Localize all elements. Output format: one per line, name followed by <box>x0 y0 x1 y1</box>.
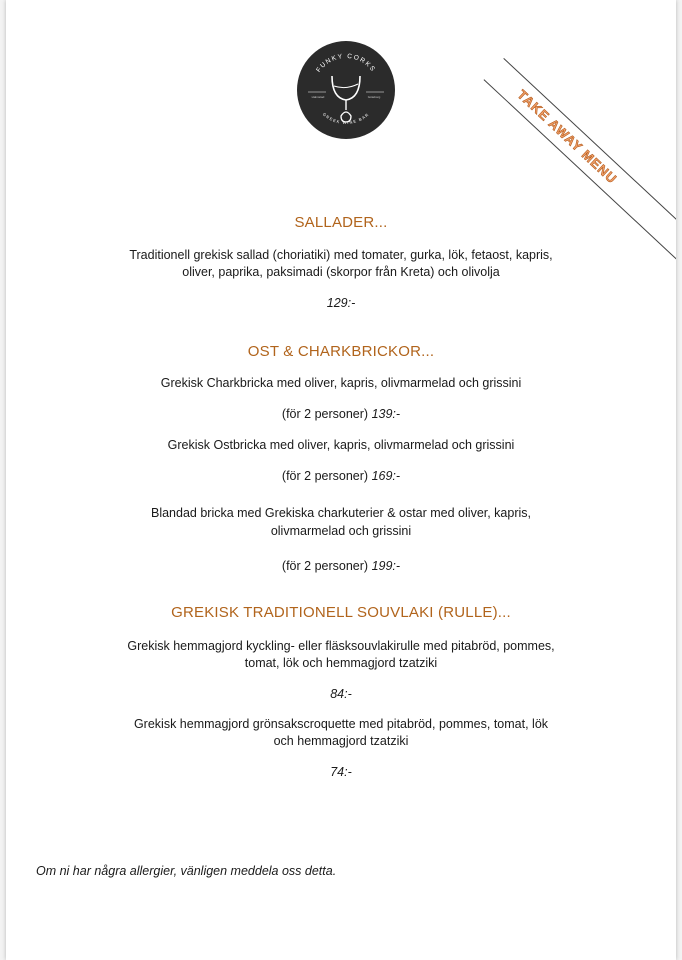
blandad-bricka-description-line-1: Blandad bricka med Grekiska charkuterier & ostar med oliver, kapris, <box>150 506 532 520</box>
svg-text:GREEK WINE BAR: GREEK WINE BAR <box>321 111 371 126</box>
ostbricka-persons: (för 2 personer) <box>281 469 369 483</box>
blandad-bricka-persons: (för 2 personer) <box>281 559 369 573</box>
charkbricka-price-line <box>6 405 676 423</box>
sallad-description-line-1: Traditionell grekisk sallad (choriatiki) med tomater, gurka, lök, fetaost, kapris, <box>129 248 553 262</box>
charkbricka-description: Grekisk Charkbricka med oliver, kapris, olivmarmelad och grissini <box>160 376 522 390</box>
souvlakirulle-description-line-1: Grekisk hemmagjord kyckling- eller fläsksouvlakirulle med pitabröd, pommes, <box>127 639 555 653</box>
croquette-price: 74:- <box>330 765 352 779</box>
blandad-bricka-price-line <box>6 557 676 575</box>
section-title-souvlaki: GREKISK TRADITIONELL SOUVLAKI (RULLE)... <box>171 604 511 621</box>
blandad-bricka-description-line-2: olivmarmelad och grissini <box>270 524 412 538</box>
funky-corks-logo <box>296 40 396 140</box>
croquette-description-line-2: och hemmagjord tzatziki <box>273 734 409 748</box>
sallad-price: 129:- <box>326 296 356 310</box>
ostbricka-description: Grekisk Ostbricka med oliver, kapris, olivmarmelad och grissini <box>167 438 515 452</box>
allergy-footnote: Om ni har några allergier, vänligen meddela oss detta. <box>36 864 337 878</box>
take-away-banner <box>484 58 676 264</box>
souvlakirulle-price: 84:- <box>330 687 352 701</box>
section-title-sallader: SALLADER... <box>294 214 388 231</box>
charkbricka-persons: (för 2 personer) <box>281 407 369 421</box>
svg-text:FUNKY CORKS: FUNKY CORKS <box>315 52 377 74</box>
section-title-ost-charkbrickor: OST & CHARKBRICKOR... <box>247 343 435 360</box>
svg-text:Göteborg: Göteborg <box>367 95 381 99</box>
ostbricka-price: 169:- <box>371 469 401 483</box>
croquette-description-line-1: Grekisk hemmagjord grönsakscroquette med pitabröd, pommes, tomat, lök <box>133 717 549 731</box>
charkbricka-price: 139:- <box>371 407 401 421</box>
blandad-bricka-price: 199:- <box>371 559 401 573</box>
sallad-description-line-2: oliver, paprika, paksimadi (skorpor från Kreta) och olivolja <box>182 265 500 279</box>
souvlakirulle-description-line-2: tomat, lök och hemmagjord tzatziki <box>244 656 438 670</box>
svg-text:Halmstad: Halmstad <box>311 95 325 99</box>
menu-page <box>6 0 676 960</box>
ostbricka-price-line <box>6 467 676 485</box>
take-away-banner-text: TAKE AWAY MENU <box>514 86 621 187</box>
